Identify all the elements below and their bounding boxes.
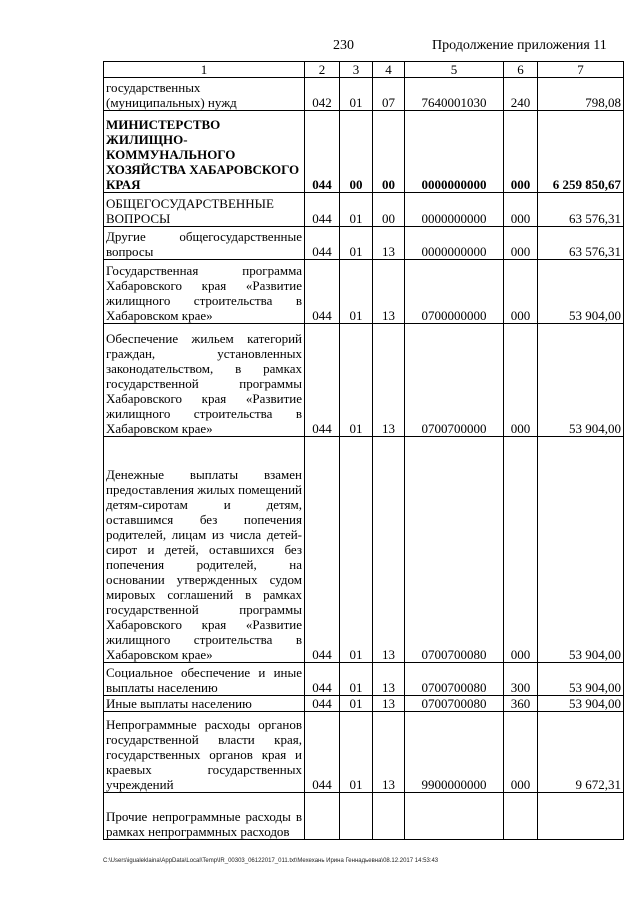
table-row	[104, 78, 624, 111]
amount: 53 904,00	[538, 437, 624, 663]
table-row	[104, 111, 624, 193]
target-code	[405, 793, 504, 840]
admin-code: 042	[305, 78, 340, 111]
admin-code: 044	[305, 324, 340, 437]
column-number: 1	[104, 62, 305, 78]
target-code: 7640001030	[405, 78, 504, 111]
column-number: 5	[405, 62, 504, 78]
table-row	[104, 227, 624, 260]
budget-table	[103, 61, 624, 840]
section-code	[340, 793, 373, 840]
subsection-code: 13	[373, 437, 405, 663]
admin-code: 044	[305, 227, 340, 260]
table-row	[104, 712, 624, 793]
row-name: Денежные выплаты взамен предоставления жилых помещений детям-сиротам и детям, оставшимся без попечения родителей, лицам из числа детей-сирот и детей, оставшихся без попечения родителей, на основании утвержденных судом мировых соглашений в рамках государственной программы Хабаровского края «Развитие жилищного строительства в Хабаровском крае»	[104, 437, 305, 663]
section-code: 01	[340, 227, 373, 260]
expense-type-code: 300	[504, 663, 538, 696]
section-code: 01	[340, 78, 373, 111]
amount: 9 672,31	[538, 712, 624, 793]
amount: 53 904,00	[538, 324, 624, 437]
target-code: 9900000000	[405, 712, 504, 793]
amount: 63 576,31	[538, 227, 624, 260]
subsection-code	[373, 793, 405, 840]
file-path-footer: C:\Users\igualeklaina\AppData\Local\Temp\IR_00303_06122017_011.txt\Мехехань Ирина Геннадьевна\08.12.2017 14:53:43	[103, 858, 439, 864]
expense-type-code: 000	[504, 437, 538, 663]
subsection-code: 13	[373, 696, 405, 712]
row-name: МИНИСТЕРСТВО ЖИЛИЩНО-КОММУНАЛЬНОГО ХОЗЯЙСТВА ХАБАРОВСКОГО КРАЯ	[104, 111, 305, 193]
row-name: Непрограммные расходы органов государственной власти края, государственных органов края и краевых государственных учреждений	[104, 712, 305, 793]
admin-code	[305, 793, 340, 840]
amount: 798,08	[538, 78, 624, 111]
row-name: Государственная программа Хабаровского края «Развитие жилищного строительства в Хабаровском крае»	[104, 260, 305, 324]
row-name: Обеспечение жильем категорий граждан, установленных законодательством, в рамках государственной программы Хабаровского края «Развитие жилищного строительства в Хабаровском крае»	[104, 324, 305, 437]
table-row	[104, 696, 624, 712]
admin-code: 044	[305, 193, 340, 227]
expense-type-code	[504, 793, 538, 840]
row-name: ОБЩЕГОСУДАРСТВЕННЫЕ ВОПРОСЫ	[104, 193, 305, 227]
row-name: Иные выплаты населению	[104, 696, 305, 712]
amount: 63 576,31	[538, 193, 624, 227]
admin-code: 044	[305, 437, 340, 663]
section-code: 01	[340, 193, 373, 227]
admin-code: 044	[305, 260, 340, 324]
target-code: 0700000000	[405, 260, 504, 324]
table-row	[104, 663, 624, 696]
amount: 53 904,00	[538, 663, 624, 696]
column-number: 4	[373, 62, 405, 78]
subsection-code: 13	[373, 712, 405, 793]
expense-type-code: 000	[504, 193, 538, 227]
target-code: 0700700080	[405, 437, 504, 663]
subsection-code: 00	[373, 111, 405, 193]
admin-code: 044	[305, 111, 340, 193]
section-code: 01	[340, 696, 373, 712]
appendix-title: Продолжение приложения 11	[432, 38, 607, 53]
expense-type-code: 000	[504, 712, 538, 793]
expense-type-code: 000	[504, 324, 538, 437]
section-code: 00	[340, 111, 373, 193]
admin-code: 044	[305, 696, 340, 712]
expense-type-code: 240	[504, 78, 538, 111]
row-name: государственных (муниципальных) нужд	[104, 78, 305, 111]
subsection-code: 13	[373, 324, 405, 437]
column-number: 2	[305, 62, 340, 78]
table-row	[104, 324, 624, 437]
amount	[538, 793, 624, 840]
table-row	[104, 260, 624, 324]
table-row	[104, 193, 624, 227]
column-number: 6	[504, 62, 538, 78]
row-name: Прочие непрограммные расходы в рамках непрограммных расходов	[104, 793, 305, 840]
admin-code: 044	[305, 663, 340, 696]
amount: 53 904,00	[538, 260, 624, 324]
subsection-code: 13	[373, 663, 405, 696]
section-code: 01	[340, 663, 373, 696]
section-code: 01	[340, 712, 373, 793]
column-number: 7	[538, 62, 624, 78]
column-number: 3	[340, 62, 373, 78]
subsection-code: 13	[373, 227, 405, 260]
subsection-code: 07	[373, 78, 405, 111]
target-code: 0700700080	[405, 663, 504, 696]
expense-type-code: 000	[504, 111, 538, 193]
expense-type-code: 360	[504, 696, 538, 712]
table-row	[104, 793, 624, 840]
table-row	[104, 437, 624, 663]
target-code: 0000000000	[405, 227, 504, 260]
section-code: 01	[340, 437, 373, 663]
page-number: 230	[333, 38, 354, 53]
target-code: 0700700080	[405, 696, 504, 712]
section-code: 01	[340, 324, 373, 437]
column-number-row	[104, 62, 624, 78]
row-name: Социальное обеспечение и иные выплаты населению	[104, 663, 305, 696]
expense-type-code: 000	[504, 260, 538, 324]
admin-code: 044	[305, 712, 340, 793]
target-code: 0000000000	[405, 111, 504, 193]
target-code: 0700700000	[405, 324, 504, 437]
amount: 53 904,00	[538, 696, 624, 712]
expense-type-code: 000	[504, 227, 538, 260]
subsection-code: 13	[373, 260, 405, 324]
target-code: 0000000000	[405, 193, 504, 227]
subsection-code: 00	[373, 193, 405, 227]
amount: 6 259 850,67	[538, 111, 624, 193]
row-name: Другие общегосударственные вопросы	[104, 227, 305, 260]
section-code: 01	[340, 260, 373, 324]
